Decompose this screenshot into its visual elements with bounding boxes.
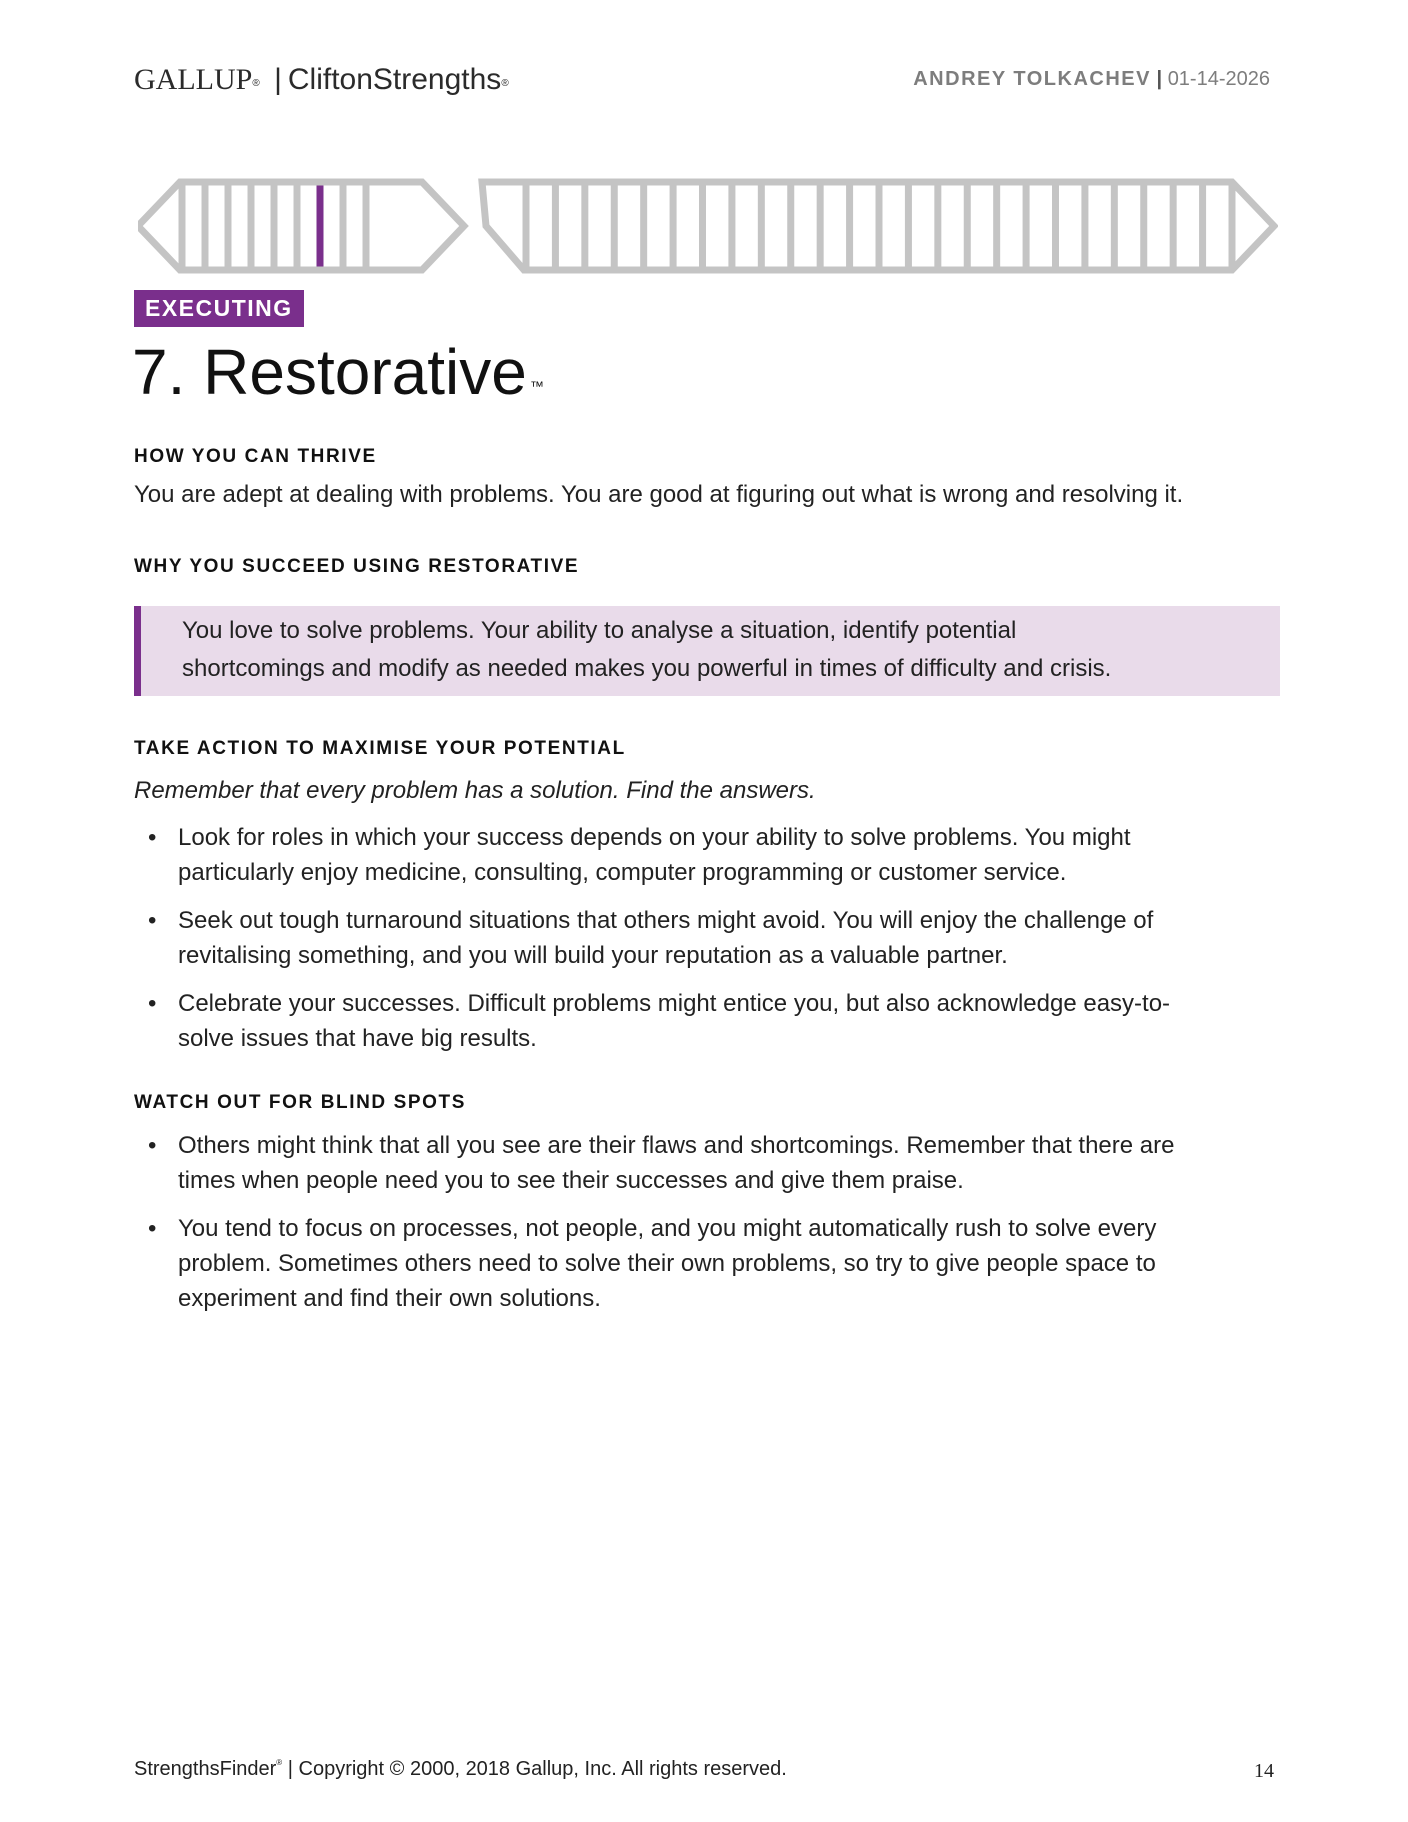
callout-text: [182, 612, 1222, 688]
rank-bar: [640, 182, 647, 270]
footer-registered-mark: ®: [276, 1758, 283, 1767]
rank-bar: [964, 182, 971, 270]
footer-copyright: [134, 1758, 787, 1781]
rank-bar: [817, 182, 824, 270]
thrive-text: You are adept at dealing with problems. You are good at figuring out what is wrong and resolving it.: [134, 481, 1184, 508]
list-item: • You tend to focus on processes, not people, and you might automatically rush to solve every problem. Sometimes others need to solve their own problems, so try to give people space to experiment and find their own solutions.: [134, 1211, 1194, 1316]
theme-title-text: 7. Restorative: [132, 336, 527, 408]
brand-separator: |: [274, 63, 282, 96]
rank-bar: [876, 182, 883, 270]
gallup-cliftonstrengths-logo: [134, 62, 509, 98]
rank-bar: [1140, 182, 1147, 270]
rank-bar: [1111, 182, 1118, 270]
rank-bar: [1229, 182, 1236, 270]
list-item: • Celebrate your successes. Difficult problems might entice you, but also acknowledge easy-to-solve issues that have big results.: [134, 986, 1194, 1056]
cliftonstrengths-registered-mark: ®: [501, 78, 509, 89]
report-date: 01-14-2026: [1167, 68, 1270, 90]
rank-bar: [846, 182, 853, 270]
person-name: ANDREY TOLKACHEV: [913, 68, 1151, 90]
rank-bar: [552, 182, 559, 270]
rank-bars: [179, 182, 1236, 270]
cliftonstrengths-wordmark: CliftonStrengths: [287, 63, 502, 96]
action-bullets: [134, 820, 1194, 1069]
rank-bar: [1170, 182, 1177, 270]
gallup-wordmark: GALLUP: [134, 63, 253, 96]
heading-blind-spots: WATCH OUT FOR BLIND SPOTS: [134, 1092, 467, 1113]
rank-bar: [1199, 182, 1206, 270]
rank-bar: [787, 182, 794, 270]
page-header: [134, 62, 1270, 102]
list-item: • Others might think that all you see are their flaws and shortcomings. Remember that there are times when people need you to see their successes and give them praise.: [134, 1128, 1194, 1198]
footer-brand: StrengthsFinder: [134, 1758, 277, 1780]
callout-line-1: You love to solve problems. Your ability to analyse a situation, identify potential: [182, 617, 1017, 644]
domain-badge: EXECUTING: [134, 290, 304, 327]
meta-separator: |: [1150, 68, 1168, 90]
rank-bar: [670, 182, 677, 270]
heading-why-you-succeed: WHY YOU SUCCEED USING RESTORATIVE: [134, 556, 580, 577]
rank-bar: [905, 182, 912, 270]
rank-bar: [523, 182, 530, 270]
gallup-registered-mark: ®: [252, 78, 260, 89]
rank-bar: [202, 182, 209, 270]
theme-title: [132, 334, 544, 410]
callout-line-2: shortcomings and modify as needed makes you powerful in times of difficulty and crisis.: [182, 655, 1112, 682]
rank-bar-highlighted: [317, 182, 324, 270]
rank-bar: [581, 182, 588, 270]
list-item: • Seek out tough turnaround situations that others might avoid. You will enjoy the challenge of revitalising something, and you will build your reputation as a valuable partner.: [134, 903, 1194, 973]
theme-rank-strip: [138, 178, 1278, 276]
rank-bar: [179, 182, 186, 270]
rank-bar: [934, 182, 941, 270]
rank-bar: [728, 182, 735, 270]
page-number: 14: [1254, 1760, 1274, 1782]
list-item: • Look for roles in which your success depends on your ability to solve problems. You might particularly enjoy medicine, consulting, computer programming or customer service.: [134, 820, 1194, 890]
rank-bar: [248, 182, 255, 270]
rank-bar: [294, 182, 301, 270]
rank-bar: [340, 182, 347, 270]
rank-bar: [271, 182, 278, 270]
rank-bar: [363, 182, 370, 270]
rank-bar: [699, 182, 706, 270]
rank-bar: [611, 182, 618, 270]
trademark-mark: ™: [529, 378, 544, 394]
executing-domain-outline: [138, 182, 464, 270]
rank-bar: [1081, 182, 1088, 270]
footer-copyright-text: | Copyright © 2000, 2018 Gallup, Inc. All rights reserved.: [282, 1758, 787, 1780]
rank-bar: [993, 182, 1000, 270]
heading-how-you-can-thrive: HOW YOU CAN THRIVE: [134, 446, 377, 467]
rank-bar: [1023, 182, 1030, 270]
rank-bar: [758, 182, 765, 270]
report-meta: [913, 68, 1270, 91]
rank-bar: [225, 182, 232, 270]
rank-bar: [1052, 182, 1059, 270]
blind-spot-bullets: [134, 1128, 1194, 1329]
succeed-callout: [134, 606, 1280, 696]
heading-take-action: TAKE ACTION TO MAXIMISE YOUR POTENTIAL: [134, 738, 626, 759]
action-intro: Remember that every problem has a solution. Find the answers.: [134, 777, 816, 804]
